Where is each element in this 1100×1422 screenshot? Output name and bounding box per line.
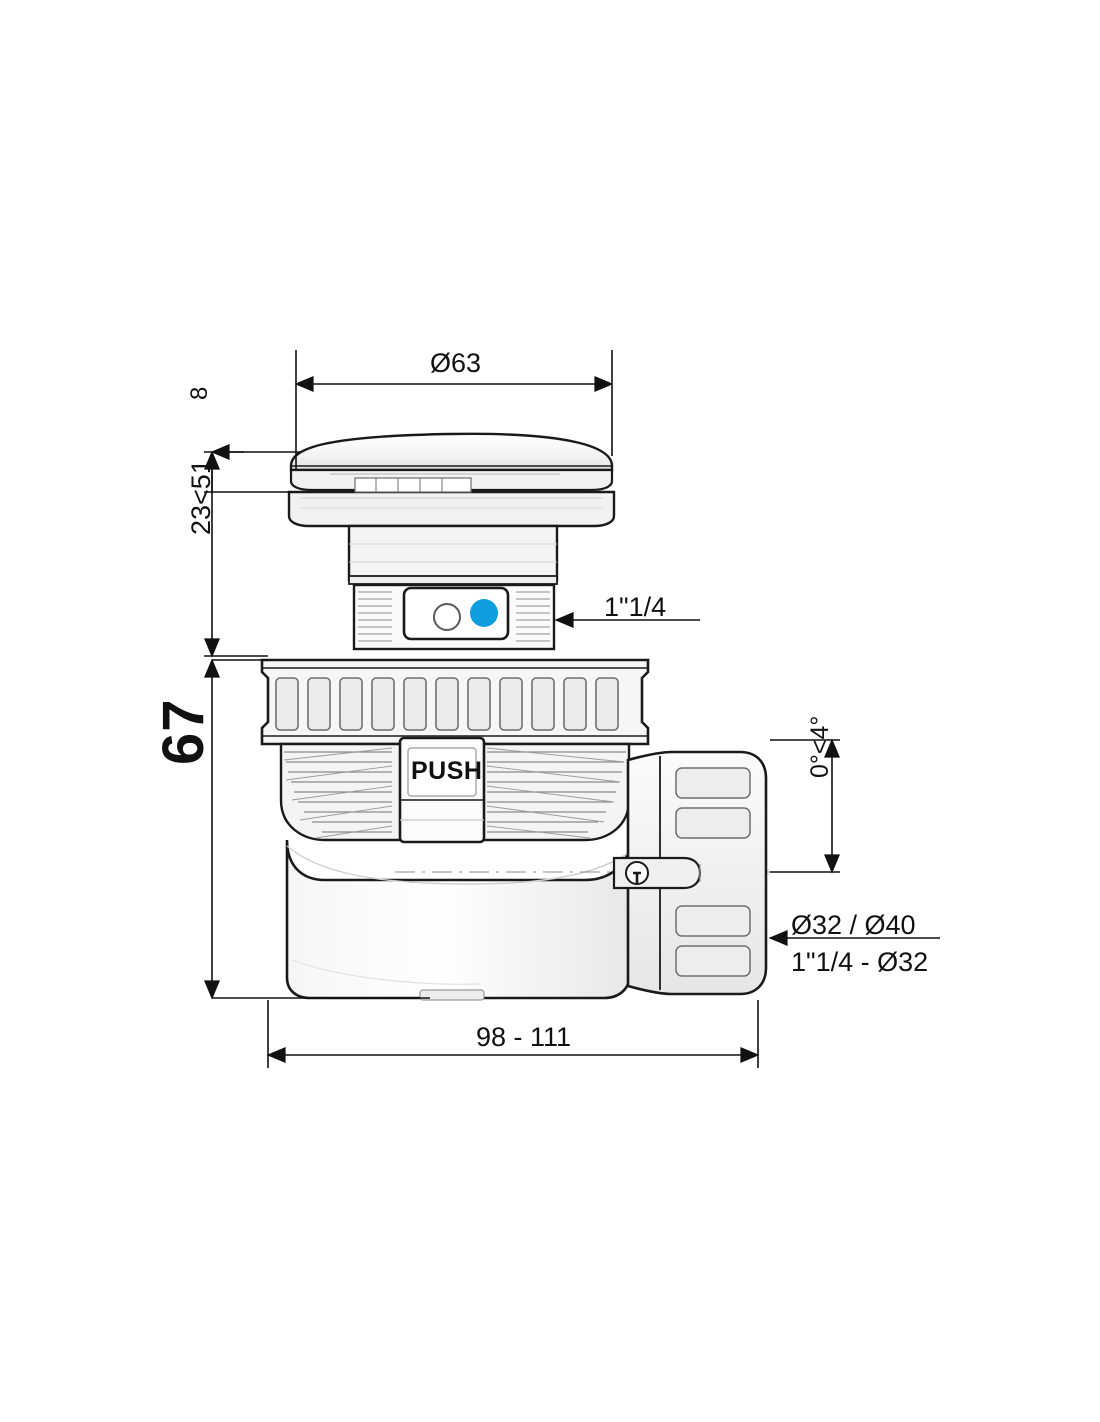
conical-thread-section xyxy=(281,738,629,842)
drain-assembly-illustration xyxy=(262,434,780,1000)
dimension-label-thread-top: 1"1/4 xyxy=(604,592,667,622)
dimension-label-height-range: 23<51 xyxy=(186,459,216,535)
upper-sleeve xyxy=(349,526,557,584)
push-button-label: PUSH xyxy=(411,757,483,785)
dimension-label-outlet-diameters: Ø32 / Ø40 xyxy=(791,910,916,940)
ribbed-collar xyxy=(262,660,648,744)
dimension-label-outlet-thread: 1"1/4 - Ø32 xyxy=(791,947,929,977)
dimension-label-diameter-top: Ø63 xyxy=(430,348,482,378)
dimension-label-angle-range: 0°<4° xyxy=(806,715,834,778)
dimension-label-length-range: 98 - 111 xyxy=(476,1022,572,1052)
threaded-adjuster xyxy=(354,585,554,649)
dimension-label-total-height: 67 xyxy=(151,698,216,765)
outlet-nut xyxy=(614,752,766,994)
dimension-label-cap-height: 8 xyxy=(186,386,213,400)
